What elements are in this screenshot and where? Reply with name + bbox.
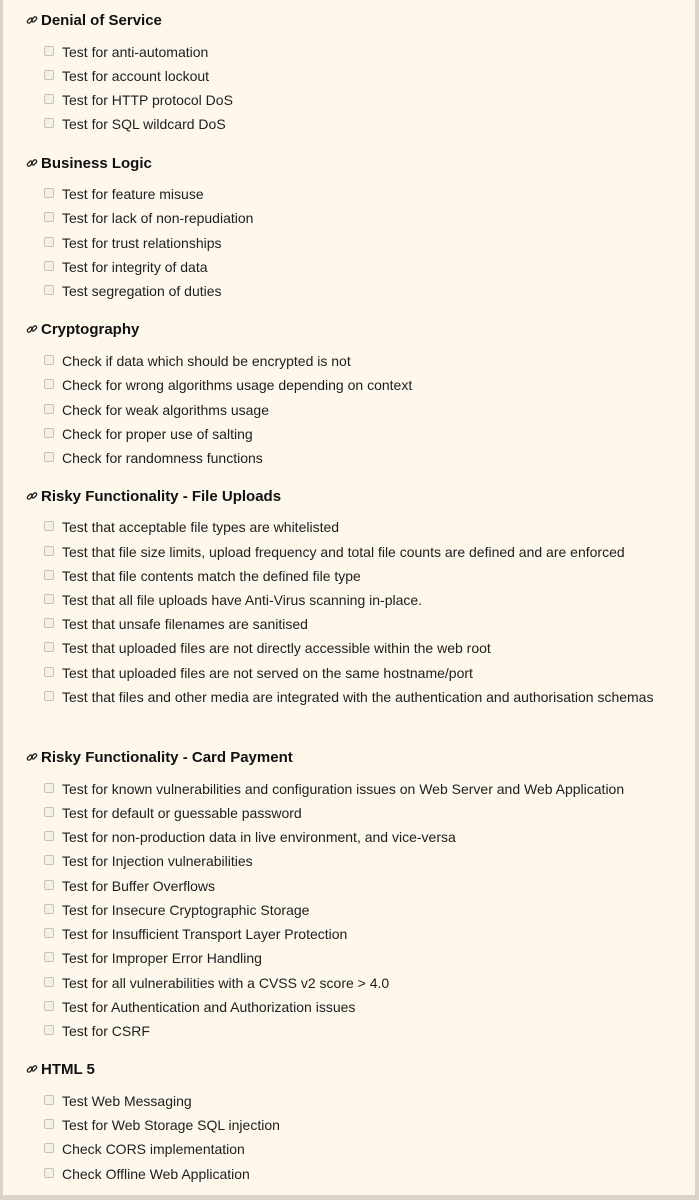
checklist-item: Check CORS implementation: [44, 1138, 684, 1160]
checkbox[interactable]: [44, 1168, 54, 1178]
checkbox[interactable]: [44, 285, 54, 295]
link-icon: [26, 14, 38, 26]
checkbox[interactable]: [44, 379, 54, 389]
checkbox[interactable]: [44, 118, 54, 128]
checklist-item: Test that unsafe filenames are sanitised: [44, 613, 684, 635]
checkbox[interactable]: [44, 642, 54, 652]
section-heading[interactable]: [26, 9, 162, 31]
checkbox[interactable]: [44, 261, 54, 271]
checkbox[interactable]: [44, 1143, 54, 1153]
checkbox[interactable]: [44, 188, 54, 198]
checklist-item: Test that acceptable file types are whitelisted: [44, 516, 684, 538]
section-title: Risky Functionality - File Uploads: [41, 487, 282, 505]
checkbox[interactable]: [44, 404, 54, 414]
checkbox[interactable]: [44, 428, 54, 438]
checklist-item: Test that uploaded files are not directly accessible within the web root: [44, 637, 684, 659]
checklist-item: Test for HTTP protocol DoS: [44, 89, 684, 111]
checklist-item: Test for Web Storage SQL injection: [44, 1114, 684, 1136]
checkbox[interactable]: [44, 904, 54, 914]
checklist-item: Check for proper use of salting: [44, 423, 684, 445]
checkbox[interactable]: [44, 237, 54, 247]
checkbox[interactable]: [44, 1025, 54, 1035]
checkbox[interactable]: [44, 546, 54, 556]
checkbox[interactable]: [44, 831, 54, 841]
checkbox[interactable]: [44, 94, 54, 104]
checkbox[interactable]: [44, 928, 54, 938]
checkbox[interactable]: [44, 667, 54, 677]
section-heading[interactable]: [26, 485, 281, 507]
checkbox[interactable]: [44, 570, 54, 580]
link-icon: [26, 1063, 38, 1075]
right-border: [695, 0, 699, 1200]
checklist-item: Test for Buffer Overflows: [44, 875, 684, 897]
checkbox[interactable]: [44, 46, 54, 56]
checklist-item: Test for account lockout: [44, 65, 684, 87]
checkbox[interactable]: [44, 783, 54, 793]
bottom-border: [0, 1195, 699, 1200]
checklist-item: Test that files and other media are integrated with the authentication and authorisation schemas: [44, 686, 684, 708]
checklist-item: Test for Insecure Cryptographic Storage: [44, 899, 684, 921]
section-heading[interactable]: [26, 318, 139, 340]
checklist-item: Check if data which should be encrypted is not: [44, 350, 684, 372]
link-icon: [26, 751, 38, 763]
left-border: [0, 0, 3, 1200]
checklist-item: Test that all file uploads have Anti-Virus scanning in-place.: [44, 589, 684, 611]
checkbox[interactable]: [44, 355, 54, 365]
checklist-item: Test for all vulnerabilities with a CVSS v2 score > 4.0: [44, 972, 684, 994]
checkbox[interactable]: [44, 594, 54, 604]
section-heading[interactable]: [26, 1058, 95, 1080]
checklist-item: Check for weak algorithms usage: [44, 399, 684, 421]
checklist-item: Test for CSRF: [44, 1020, 684, 1042]
checkbox[interactable]: [44, 521, 54, 531]
checkbox[interactable]: [44, 855, 54, 865]
section-title: Denial of Service: [41, 11, 162, 29]
checklist-item: Test for Authentication and Authorization issues: [44, 996, 684, 1018]
checkbox[interactable]: [44, 807, 54, 817]
section-title: HTML 5: [41, 1060, 95, 1078]
checklist-item: Test for Improper Error Handling: [44, 947, 684, 969]
link-icon: [26, 157, 38, 169]
checklist-item: Check for wrong algorithms usage depending on context: [44, 374, 684, 396]
checklist-item: Test that file contents match the defined file type: [44, 565, 684, 587]
checkbox[interactable]: [44, 977, 54, 987]
checklist-item: Test for Injection vulnerabilities: [44, 850, 684, 872]
checklist-item: Test Web Messaging: [44, 1090, 684, 1112]
checklist-item: Check Offline Web Application: [44, 1163, 684, 1185]
checklist-item: Test for trust relationships: [44, 232, 684, 254]
checkbox[interactable]: [44, 1001, 54, 1011]
checkbox[interactable]: [44, 452, 54, 462]
checklist-item: Test for integrity of data: [44, 256, 684, 278]
checklist-item: Test for feature misuse: [44, 183, 684, 205]
link-icon: [26, 490, 38, 502]
checkbox[interactable]: [44, 212, 54, 222]
section-heading[interactable]: [26, 152, 152, 174]
checkbox[interactable]: [44, 618, 54, 628]
checkbox[interactable]: [44, 952, 54, 962]
checklist-item: Test for lack of non-repudiation: [44, 207, 684, 229]
checklist-item: Test for SQL wildcard DoS: [44, 113, 684, 135]
section-title: Cryptography: [41, 320, 140, 338]
section-title: Risky Functionality - Card Payment: [41, 748, 293, 766]
checkbox[interactable]: [44, 70, 54, 80]
checklist-item: Test for non-production data in live environment, and vice-versa: [44, 826, 684, 848]
section-heading[interactable]: [26, 746, 293, 768]
link-icon: [26, 323, 38, 335]
section-title: Business Logic: [41, 154, 152, 172]
checkbox[interactable]: [44, 1095, 54, 1105]
checklist-item: Test for Insufficient Transport Layer Protection: [44, 923, 684, 945]
checklist-item: Test for known vulnerabilities and configuration issues on Web Server and Web Application: [44, 778, 684, 800]
checkbox[interactable]: [44, 880, 54, 890]
checklist-item: Test for anti-automation: [44, 41, 684, 63]
checklist-item: Test that uploaded files are not served on the same hostname/port: [44, 662, 684, 684]
checkbox[interactable]: [44, 691, 54, 701]
checklist-item: Test for default or guessable password: [44, 802, 684, 824]
checkbox[interactable]: [44, 1119, 54, 1129]
checklist-item: Check for randomness functions: [44, 447, 684, 469]
checklist-item: Test that file size limits, upload frequency and total file counts are defined and are enforced: [44, 541, 684, 563]
checklist-item: Test segregation of duties: [44, 280, 684, 302]
